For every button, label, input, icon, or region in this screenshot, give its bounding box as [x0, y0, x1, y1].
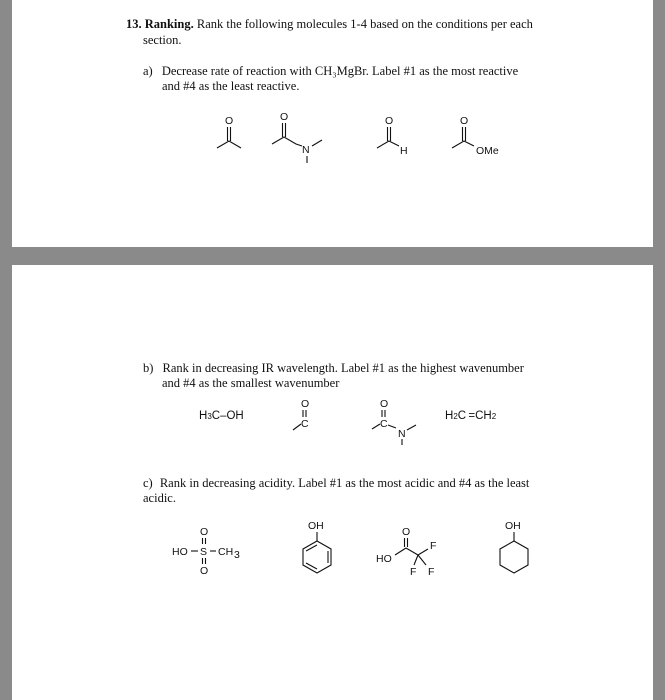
atom-f3: F: [428, 566, 435, 578]
part-a-line2: and #4 as the least reactive.: [162, 79, 300, 93]
atom-o: O: [380, 398, 389, 410]
atom-c: C: [380, 418, 388, 430]
part-c-line2: acidic.: [143, 491, 176, 505]
atom-o: O: [301, 398, 310, 410]
atom-o: O: [402, 526, 411, 538]
worksheet-page-1: [12, 0, 653, 247]
molecule-cyclohexanol: [492, 517, 542, 587]
atom-ho: HO: [376, 553, 392, 565]
molecule-acetone: [207, 112, 257, 157]
atom-ch: CH: [218, 546, 234, 558]
atom-f1: F: [430, 540, 437, 552]
atom-h: H: [400, 145, 408, 157]
part-b-line1: Rank in decreasing IR wavelength. Label #1 as the highest wavenumber: [162, 361, 524, 375]
question-intro-line1: Rank the following molecules 1-4 based on the conditions per each: [196, 17, 533, 31]
atom-o: O: [460, 115, 469, 127]
molecule-trifluoroacetic-acid: [374, 523, 454, 583]
methanol-c-oh: C–OH: [211, 410, 244, 422]
part-a-prompt: [143, 64, 518, 79]
atom-oh: OH: [308, 520, 324, 532]
molecule-acetaldehyde: [367, 112, 427, 157]
part-c-label: c): [143, 476, 153, 490]
question-title: Ranking.: [144, 17, 194, 31]
atom-o-bottom: O: [200, 565, 209, 577]
ethylene-sub1: 2: [453, 412, 458, 421]
atom-ome: OMe: [476, 145, 499, 157]
atom-n: N: [398, 428, 406, 440]
molecule-dimethylacetamide: [262, 108, 342, 163]
part-b-label: b): [143, 361, 154, 375]
atom-ho: HO: [172, 546, 188, 558]
worksheet-page-2: [12, 265, 653, 700]
ethylene-c-eq: C =CH: [457, 410, 492, 422]
molecule-ethylene: [445, 410, 496, 422]
part-c-line1: Rank in decreasing acidity. Label #1 as the most acidic and #4 as the least: [159, 476, 530, 490]
atom-o: O: [225, 115, 234, 127]
methanol-sub3: 3: [207, 412, 212, 421]
atom-o: O: [385, 115, 394, 127]
molecule-methanol: [199, 410, 244, 422]
atom-o-top: O: [200, 526, 209, 538]
atom-f2: F: [410, 566, 417, 578]
atom-s: S: [200, 546, 208, 558]
part-a-line1: Decrease rate of reaction with CH₃MgBr. Label #1 as the most reactive: [161, 64, 519, 78]
atom-oh: OH: [505, 520, 521, 532]
part-c-prompt: [143, 476, 529, 491]
part-a-label: a): [143, 64, 153, 78]
atom-c: C: [301, 418, 309, 430]
atom-o: O: [280, 111, 289, 123]
ethylene-sub2: 2: [491, 412, 497, 421]
question-intro-line2: section.: [143, 33, 182, 47]
ethylene-h: H: [445, 410, 454, 422]
part-b-line2: and #4 as the smallest wavenumber: [162, 376, 340, 390]
atom-n: N: [302, 144, 310, 156]
methanol-h: H: [199, 410, 208, 422]
molecule-b-amide: [368, 395, 438, 445]
molecule-methanesulfonic-acid: [172, 523, 272, 583]
atom-ch-sub3: 3: [234, 549, 240, 561]
part-b-prompt: [143, 361, 524, 376]
question-heading: [126, 17, 533, 32]
molecule-phenol: [295, 517, 345, 587]
question-number: 13.: [126, 17, 142, 31]
molecule-dimethylketene: [289, 395, 329, 440]
molecule-methyl-acetate: [442, 112, 522, 157]
